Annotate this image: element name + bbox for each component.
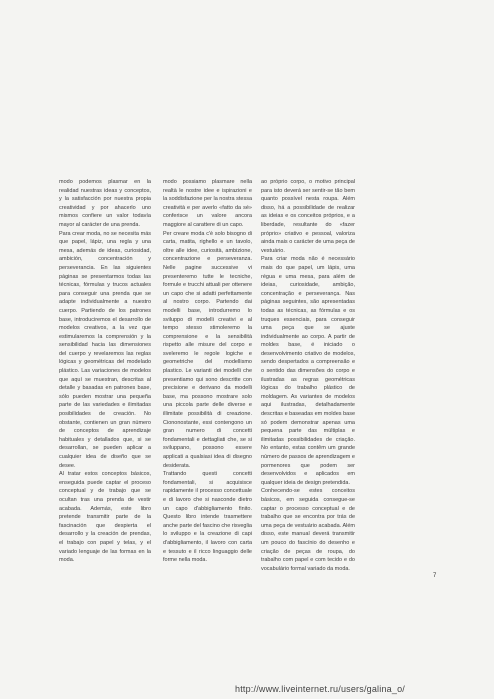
source-watermark: http://www.liveinternet.ru/users/galina_o/ — [235, 684, 405, 694]
text-column-portuguese: ao próprio corpo, o motivo principal para isto deverá ser sentir-se tão bem quanto possível nesta roupa. Além disso, há a possibilidade de realizar as ideias e os conceitos próprios, e a liberdade, resultante do «fazer próprio» criativo e pessoal, valoriza ainda mais o carácter de uma peça de vestuário. Para criar moda não é necessário mais do que papel, um lápis, uma régua e uma mesa, para além de ideias, curiosidade, ambição, concentração e perseverança. Nas páginas seguintes, são apresentadas todas as técnicas, as fórmulas e os truques essenciais, para conseguir uma peça que se ajuste individualmente ao corpo. A partir de moldes base, é iniciado o desenvolvimento criativo de modelos, sendo despertados a compreensão e o sentido das dimensões do corpo e ilustradas as regras geométricas lógicas do trabalho plástico de moldagem. As variantes de modelos aqui ilustradas, detalhadamente descritas e baseadas em moldes base só podem demonstrar apenas uma pequena parte das múltiplas e ilimitadas possibilidades de criação. No entanto, estas contêm um grande número de passos de aprendizagem e pormenores que podem ser desenvolvidos e aplicados em qualquer ideia de design pretendida. Conhecendo-se estes conceitos básicos, em seguida consegue-se captar o processo conceptual e de trabalho que se encontra por trás de uma peça de vestuário acabada. Além disso, este manual deverá transmitir um pouco do fascínio do desenho e criação de peças de roupa, do trabalho com papel e com tecido e do vocabulário formal variado da moda. — [261, 179, 355, 572]
page-number: 7 — [433, 573, 437, 579]
text-column-italian: modo possiamo plasmare nella realtà le nostre idee e ispirazioni e la soddisfazione per la nostra stessa creatività e per averlo «fatto da sé» conferisce un valore ancora maggiore al carattere di un capo. Per creare moda c'è solo bisogno di carta, matita, righello e un tavolo, oltre alle idee, curiosità, ambizione, concentrazione e perseveranza. Nelle pagine successive vi presenteremo tutte le tecniche, formule e trucchi attuali per ottenere un capo che si adatti perfettamente al nostro corpo. Partendo dai modelli base, introdurremo lo sviluppo di modelli creativi e al tempo stesso stimoleremo la comprensione e la sensibilità rispetto alle misure del corpo e sveleremo le regole logiche e geometriche del modellismo plastico. Le varianti dei modelli che presentiamo qui sono descritte con precisione e derivano da modelli base, ma possono mostrare solo una piccola parte delle diverse e illimitate possibilità di creazione. Ciononostante, essi contengono un gran numero di concetti fondamentali e dettagliati che, se si sviluppano, possono essere applicati a qualsiasi idea di disegno desiderata. Trattando questi concetti fondamentali, si acquisisce rapidamente il processo concettuale e di lavoro che si nasconde dietro un capo d'abbigliamento finito. Questo libro intende trasmettere anche parte del fascino che risveglia lo sviluppo e la creazione di capi d'abbigliamento, il lavoro con carta e tessuto e il ricco linguaggio delle forme nella moda. — [163, 179, 252, 564]
text-column-spanish: modo podemos plasmar en la realidad nuestras ideas y conceptos, y la satisfacción por nuestra propia creatividad y por ahacerlo uno mismos confiere un valor todavía mayor al carácter de una prenda. Para crear moda, no se necesita más que papel, lápiz, una regla y una mesa, además de ideas, curiosidad, ambición, concentración y perseverancia. En las siguientes páginas se presentarmos todas las técnicas, fórmulas y trucos actuales para conseguir una prenda que se adapte individualmente a nuestro cuerpo. Partiendo de los patrones base, introduciremos el desarrollo de modelos creativos, a la vez que estimularemos la comprensión y la sensibilidad hacia las dimensiones del cuerpo y revelaremos las reglas lógicas y geométricas del modelado plástico. Las variaciones de modelos que aquí se muestran, descritas al detalle y basadas en patrones base, sólo pueden mostrar una pequeña parte de las variedades e ilimitadas posibilidades de creación. No obstante, contienen un gran número de conceptos de aprendizaje habituales y detallados que, si se desarrollan, se pueden aplicar a cualquier idea de diseño que se desee. Al tratar estos conceptos básicos, enseguida puede captar el proceso conceptual y de trabajo que se ocultan tras una prenda de vestir acabada. Además, este libro pretende transmitir parte de la fascinación que despierta el desarrollo y la creación de prendas, el trabajo con papel y telas, y el variado lenguaje de las formas en la moda. — [59, 179, 151, 564]
